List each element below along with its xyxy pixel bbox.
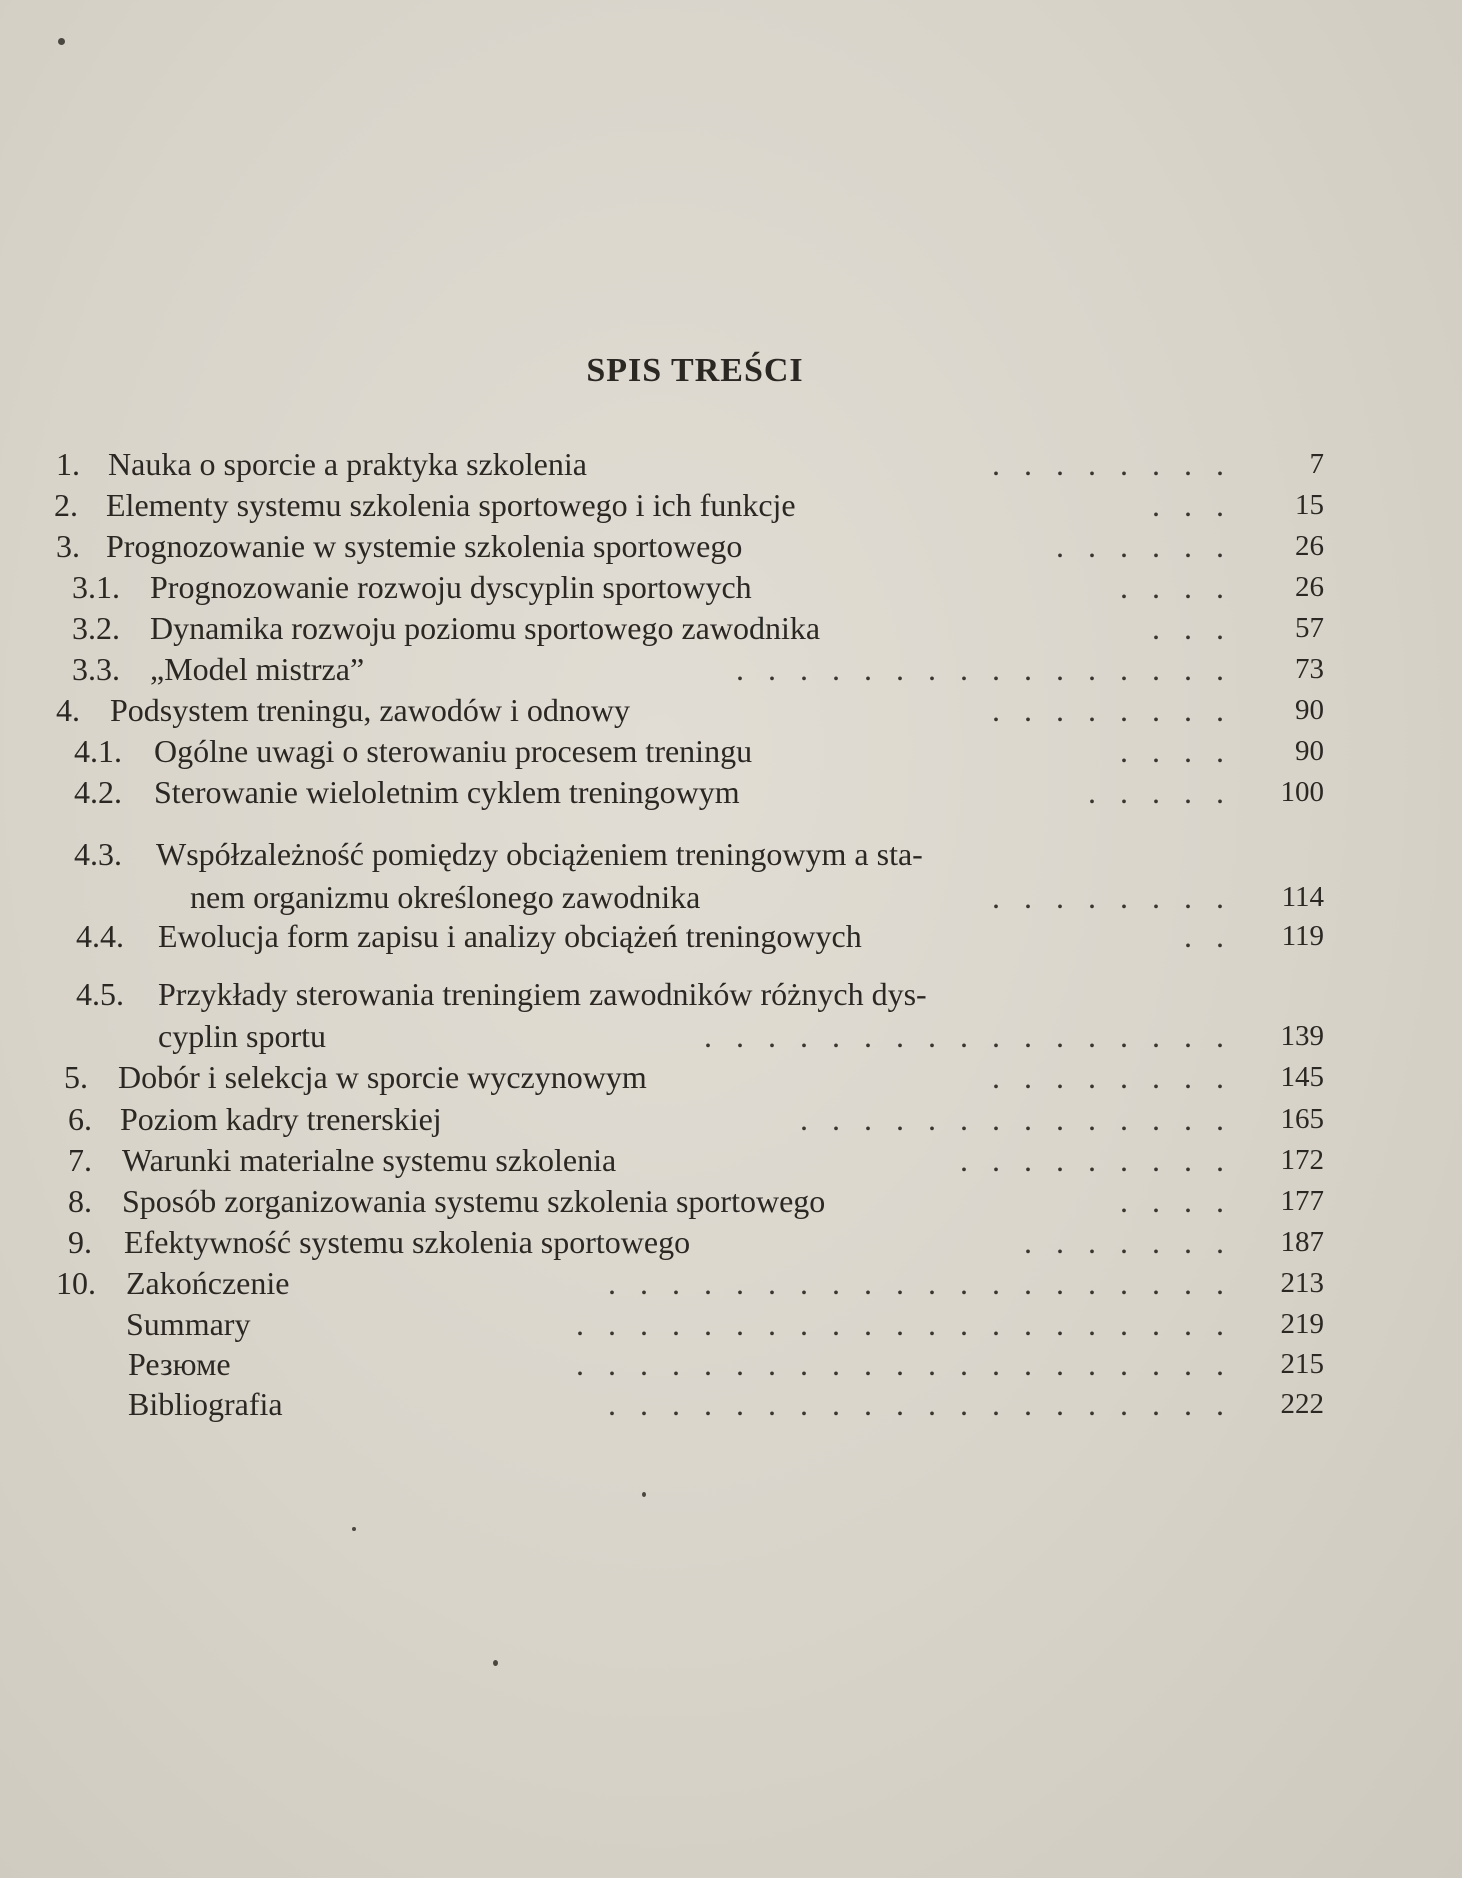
- entry-page: 90: [1295, 735, 1324, 767]
- entry-title: Summary: [126, 1306, 251, 1342]
- entry-number: 3.2.: [72, 610, 120, 646]
- entry-page: 73: [1295, 653, 1324, 685]
- entry-number: 7.: [68, 1142, 92, 1178]
- entry-title: Elementy systemu szkolenia sportowego i ich funkcje: [106, 487, 796, 523]
- entry-page: 90: [1295, 694, 1324, 726]
- entry-title: Warunki materialne systemu szkolenia: [122, 1142, 617, 1178]
- entry-page: 119: [1281, 920, 1324, 952]
- leader-dots: . . . . .: [1088, 774, 1232, 810]
- toc-entry: [0, 526, 1462, 566]
- entry-number: 4.5.: [76, 976, 124, 1012]
- toc-entry: [0, 1222, 1462, 1262]
- entry-title: Współzależność pomiędzy obciążeniem treningowym a sta-: [156, 836, 923, 872]
- paper-speck: [493, 1660, 498, 1666]
- entry-title: Prognozowanie w systemie szkolenia sportowego: [106, 528, 743, 564]
- entry-number: 6.: [68, 1101, 92, 1137]
- toc-entry: [0, 1384, 1462, 1424]
- entry-title: Резюме: [128, 1346, 231, 1382]
- toc-entry: [0, 567, 1462, 607]
- paper-speck: [352, 1527, 356, 1531]
- entry-page: 100: [1280, 776, 1324, 808]
- entry-page: 26: [1295, 571, 1324, 603]
- toc-entry: [0, 444, 1462, 484]
- entry-page: 187: [1280, 1226, 1324, 1258]
- entry-page: 222: [1280, 1388, 1324, 1420]
- entry-title: Bibliografia: [128, 1386, 283, 1422]
- toc-entry: [0, 485, 1462, 525]
- leader-dots: . . . . . . . . .: [960, 1142, 1232, 1178]
- leader-dots: . . . . . . . . . . . . . . . . . . . .: [608, 1265, 1232, 1301]
- leader-dots: . . . .: [1120, 569, 1232, 605]
- entry-number: 4.1.: [74, 733, 122, 769]
- leader-dots: . . . . . . . . . . . . . . . .: [736, 651, 1232, 687]
- leader-dots: . . . . . . . . . . . . . .: [800, 1101, 1232, 1137]
- leader-dots: . . . . . . . .: [992, 1059, 1232, 1095]
- leader-dots: . . . . . . . . . . . . . . . . . . . .: [608, 1386, 1232, 1422]
- entry-title: Ewolucja form zapisu i analizy obciążeń treningowych: [158, 918, 862, 954]
- leader-dots: . . . . . . .: [1024, 1224, 1232, 1260]
- entry-number: 3.3.: [72, 651, 120, 687]
- entry-title: Sposób zorganizowania systemu szkolenia sportowego: [122, 1183, 826, 1219]
- entry-page: 145: [1280, 1061, 1324, 1093]
- entry-page: 15: [1295, 489, 1324, 521]
- entry-number: 4.4.: [76, 918, 124, 954]
- entry-number: 1.: [56, 446, 80, 482]
- toc-entry: [0, 1344, 1462, 1384]
- entry-title: Dobór i selekcja w sporcie wyczynowym: [118, 1059, 647, 1095]
- entry-number: 3.1.: [72, 569, 120, 605]
- entry-title: nem organizmu określonego zawodnika: [190, 879, 701, 915]
- paper-speck: [642, 1492, 646, 1497]
- entry-page: 215: [1280, 1348, 1324, 1380]
- toc-entry: [0, 649, 1462, 689]
- entry-number: 3.: [56, 528, 80, 564]
- toc-entry: [0, 834, 1462, 874]
- entry-page: 114: [1281, 881, 1324, 913]
- entry-number: 4.2.: [74, 774, 122, 810]
- page-title: SPIS TREŚCI: [586, 352, 804, 389]
- toc-entry: [0, 1099, 1462, 1139]
- toc-entry: [0, 1263, 1462, 1303]
- leader-dots: . . . . . . . . . . . . . . . . . . . . .: [576, 1306, 1232, 1342]
- leader-dots: . . . . . . . . . . . . . . . . .: [704, 1018, 1232, 1054]
- entry-title: Ogólne uwagi o sterowaniu procesem treningu: [154, 733, 753, 769]
- entry-page: 26: [1295, 530, 1324, 562]
- entry-page: 177: [1280, 1185, 1324, 1217]
- entry-title: Podsystem treningu, zawodów i odnowy: [110, 692, 630, 728]
- leader-dots: . . . .: [1120, 1183, 1232, 1219]
- paper-speck: [58, 38, 65, 45]
- leader-dots: . . .: [1152, 487, 1232, 523]
- leader-dots: . . . . . . . .: [992, 692, 1232, 728]
- toc-entry: [0, 731, 1462, 771]
- toc-entry: [0, 1140, 1462, 1180]
- toc-entry: [0, 608, 1462, 648]
- entry-title: Zakończenie: [126, 1265, 290, 1301]
- entry-title: cyplin sportu: [158, 1018, 326, 1054]
- toc-entry: [0, 1016, 1462, 1056]
- entry-page: 219: [1280, 1308, 1324, 1340]
- entry-page: 139: [1280, 1020, 1324, 1052]
- entry-title: Przykłady sterowania treningiem zawodników różnych dys-: [158, 976, 927, 1012]
- entry-title: „Model mistrza”: [150, 651, 365, 687]
- leader-dots: . . . . . . . . . . . . . . . . . . . . .: [576, 1346, 1232, 1382]
- leader-dots: . . . . . . . .: [992, 879, 1232, 915]
- entry-number: 8.: [68, 1183, 92, 1219]
- toc-entry: [0, 1181, 1462, 1221]
- entry-page: 7: [1309, 448, 1324, 480]
- entry-number: 10.: [56, 1265, 96, 1301]
- entry-page: 213: [1280, 1267, 1324, 1299]
- entry-title: Efektywność systemu szkolenia sportowego: [124, 1224, 691, 1260]
- entry-title: Prognozowanie rozwoju dyscyplin sportowych: [150, 569, 752, 605]
- leader-dots: . . . . . .: [1056, 528, 1232, 564]
- leader-dots: . . . .: [1120, 733, 1232, 769]
- leader-dots: . . .: [1152, 610, 1232, 646]
- toc-entry: [0, 1304, 1462, 1344]
- entry-page: 172: [1280, 1144, 1324, 1176]
- entry-number: 4.: [56, 692, 80, 728]
- toc-entry: [0, 772, 1462, 812]
- entry-number: 5.: [64, 1059, 88, 1095]
- toc-entry: [0, 916, 1462, 956]
- entry-number: 9.: [68, 1224, 92, 1260]
- entry-title: Nauka o sporcie a praktyka szkolenia: [108, 446, 587, 482]
- entry-title: Poziom kadry trenerskiej: [120, 1101, 442, 1137]
- toc-entry: [0, 877, 1462, 917]
- entry-title: Dynamika rozwoju poziomu sportowego zawodnika: [150, 610, 821, 646]
- entry-number: 4.3.: [74, 836, 122, 872]
- leader-dots: . .: [1184, 918, 1232, 954]
- entry-number: 2.: [54, 487, 78, 523]
- toc-entry: [0, 690, 1462, 730]
- entry-title: Sterowanie wieloletnim cyklem treningowym: [154, 774, 740, 810]
- entry-page: 57: [1295, 612, 1324, 644]
- toc-entry: [0, 1057, 1462, 1097]
- entry-page: 165: [1280, 1103, 1324, 1135]
- leader-dots: . . . . . . . .: [992, 446, 1232, 482]
- toc-entry: [0, 974, 1462, 1014]
